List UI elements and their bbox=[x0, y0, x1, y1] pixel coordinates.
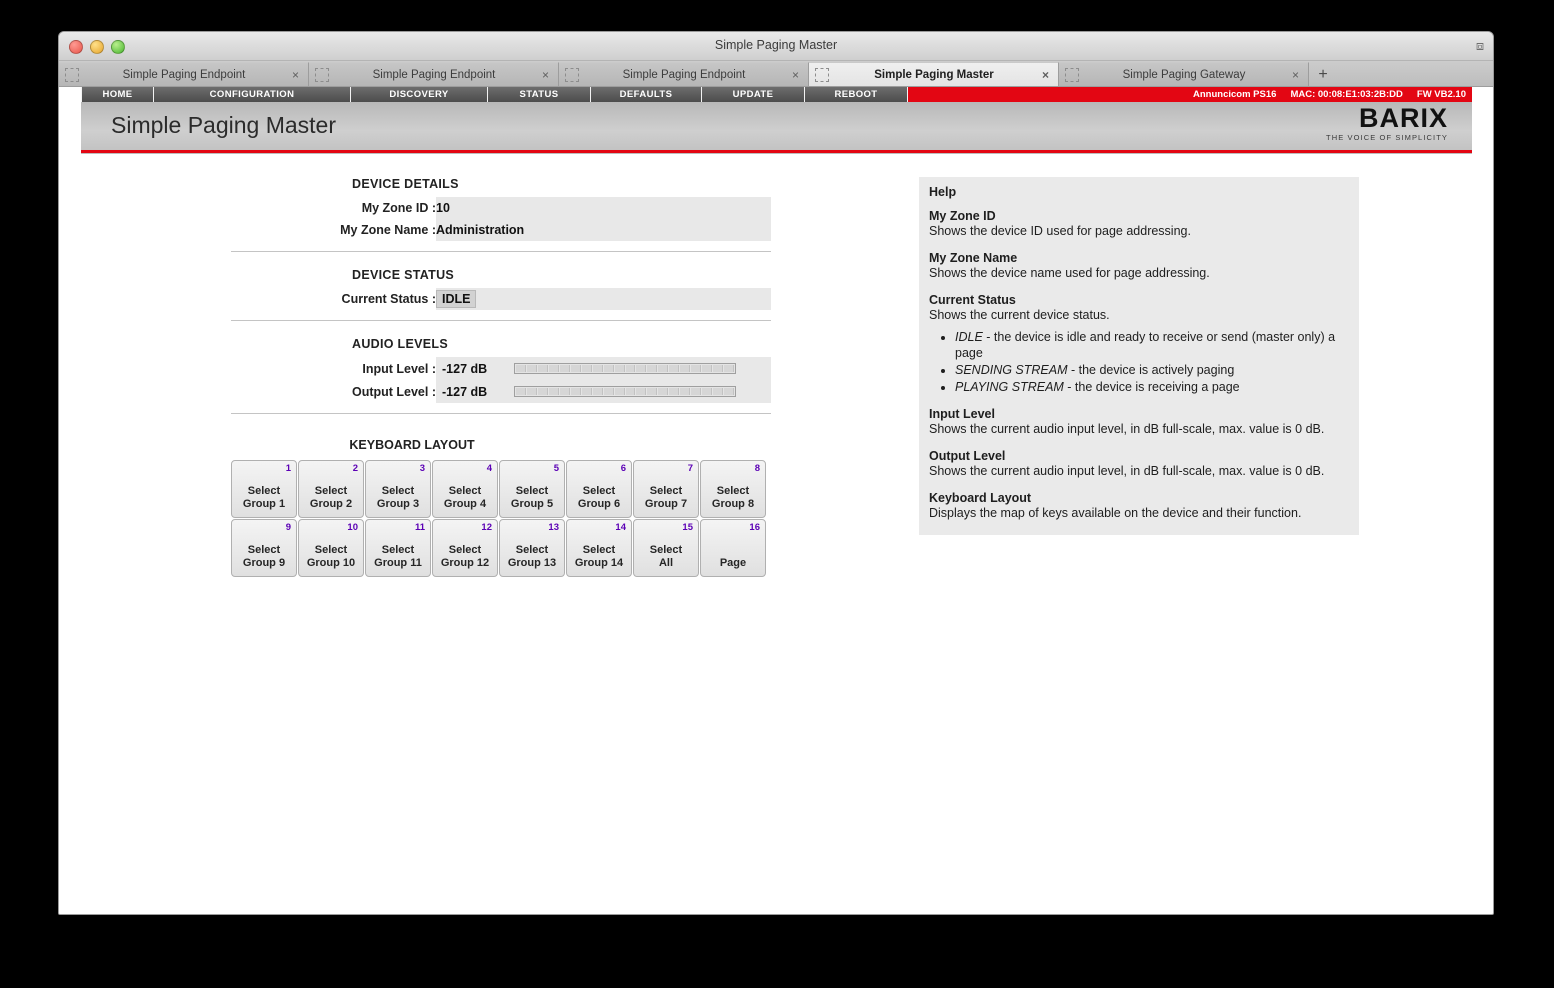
tab-simple-paging-gateway[interactable] bbox=[1059, 62, 1309, 86]
key-label: Select Group 7 bbox=[644, 485, 688, 510]
output-level-meter bbox=[514, 386, 736, 397]
key-number: 2 bbox=[352, 463, 358, 474]
key-label: Select Group 13 bbox=[507, 544, 557, 569]
key-label: Select Group 9 bbox=[242, 544, 286, 569]
list-item bbox=[955, 362, 1349, 378]
page-icon bbox=[1065, 68, 1079, 82]
list-item bbox=[955, 329, 1349, 361]
key-5[interactable] bbox=[499, 460, 565, 518]
tab-label: Simple Paging Master bbox=[874, 68, 994, 81]
device-details-table bbox=[231, 197, 771, 241]
status-desc: - the device is idle and ready to receive or send (master only) a page bbox=[955, 330, 1336, 360]
tab-label: Simple Paging Endpoint bbox=[372, 68, 496, 81]
zone-id-value: 10 bbox=[436, 197, 771, 219]
key-1[interactable] bbox=[231, 460, 297, 518]
close-icon[interactable]: × bbox=[791, 67, 799, 82]
help-desc-my-zone-name: Shows the device name used for page addressing. bbox=[929, 266, 1210, 280]
key-4[interactable] bbox=[432, 460, 498, 518]
window-titlebar[interactable] bbox=[59, 32, 1493, 61]
key-number: 7 bbox=[687, 463, 693, 474]
key-15[interactable] bbox=[633, 519, 699, 577]
key-label: Select Group 8 bbox=[711, 485, 755, 510]
help-term-keyboard-layout: Keyboard Layout bbox=[929, 491, 1032, 505]
device-details-title: DEVICE DETAILS bbox=[352, 177, 459, 191]
close-icon[interactable]: × bbox=[291, 67, 299, 82]
key-label: Select Group 5 bbox=[510, 485, 554, 510]
key-7[interactable] bbox=[633, 460, 699, 518]
page-icon bbox=[565, 68, 579, 82]
divider bbox=[231, 320, 771, 321]
keyboard-layout-title: KEYBOARD LAYOUT bbox=[349, 438, 475, 452]
help-desc-my-zone-id: Shows the device ID used for page addressing. bbox=[929, 224, 1191, 238]
key-label: Select Group 12 bbox=[440, 544, 490, 569]
table-row bbox=[231, 380, 771, 403]
input-level-label: Input Level : bbox=[362, 361, 436, 376]
current-status-label: Current Status : bbox=[341, 292, 436, 306]
nav-item-configuration[interactable]: CONFIGURATION bbox=[154, 87, 351, 102]
output-level-value: -127 dB bbox=[442, 384, 488, 399]
help-desc-keyboard-layout: Displays the map of keys available on the device and their function. bbox=[929, 506, 1302, 520]
device-model: Annuncicom PS16 bbox=[1193, 89, 1277, 100]
key-2[interactable] bbox=[298, 460, 364, 518]
tab-bar bbox=[59, 61, 1493, 87]
key-9[interactable] bbox=[231, 519, 297, 577]
zone-name-value: Administration bbox=[436, 219, 771, 241]
key-label: Select Group 1 bbox=[242, 485, 286, 510]
table-row bbox=[231, 197, 771, 219]
help-term-my-zone-id: My Zone ID bbox=[929, 209, 996, 223]
output-level-row bbox=[436, 380, 771, 403]
key-label: Select Group 6 bbox=[577, 485, 621, 510]
table-row bbox=[231, 357, 771, 380]
divider bbox=[231, 251, 771, 252]
keyboard-layout-section bbox=[231, 438, 771, 577]
help-term-my-zone-name: My Zone Name bbox=[929, 251, 1018, 265]
help-desc-current-status: Shows the current device status. bbox=[929, 308, 1110, 322]
key-number: 14 bbox=[615, 522, 626, 533]
zone-id-label: My Zone ID : bbox=[361, 201, 436, 215]
help-term-current-status: Current Status bbox=[929, 293, 1016, 307]
browser-window bbox=[58, 31, 1494, 915]
output-level-label: Output Level : bbox=[351, 384, 436, 399]
device-status-table bbox=[231, 288, 771, 310]
list-item bbox=[955, 379, 1349, 395]
close-icon[interactable]: × bbox=[1041, 67, 1049, 82]
brand-tagline: THE VOICE OF SIMPLICITY bbox=[1326, 133, 1448, 142]
tab-label: Simple Paging Endpoint bbox=[122, 68, 246, 81]
key-number: 3 bbox=[419, 463, 425, 474]
nav-item-reboot[interactable]: REBOOT bbox=[805, 87, 908, 102]
key-number: 4 bbox=[486, 463, 492, 474]
key-label: Select Group 2 bbox=[309, 485, 353, 510]
status-desc: - the device is receiving a page bbox=[1063, 380, 1240, 394]
tab-label: Simple Paging Endpoint bbox=[622, 68, 746, 81]
nav-item-defaults[interactable]: DEFAULTS bbox=[591, 87, 702, 102]
tab-label: Simple Paging Gateway bbox=[1122, 68, 1246, 81]
key-number: 10 bbox=[347, 522, 358, 533]
help-desc-output-level: Shows the current audio input level, in dB full-scale, max. value is 0 dB. bbox=[929, 464, 1325, 478]
audio-levels-title: AUDIO LEVELS bbox=[352, 337, 448, 351]
page-icon bbox=[315, 68, 329, 82]
zone-name-label: My Zone Name : bbox=[340, 223, 436, 237]
key-label: Select Group 14 bbox=[574, 544, 624, 569]
table-row bbox=[231, 288, 771, 310]
key-label: Select Group 11 bbox=[374, 544, 422, 569]
window-title: Simple Paging Master bbox=[714, 38, 838, 52]
resize-handle-icon[interactable]: ⧈ bbox=[1475, 38, 1485, 53]
help-status-list bbox=[929, 329, 1349, 395]
device-firmware: FW VB2.10 bbox=[1416, 89, 1466, 100]
key-number: 13 bbox=[548, 522, 559, 533]
new-tab-button[interactable]: + bbox=[1318, 66, 1328, 83]
key-label: Select All bbox=[649, 544, 683, 569]
tab-simple-paging-endpoint-1[interactable] bbox=[59, 62, 309, 86]
input-level-row bbox=[436, 357, 771, 380]
key-number: 16 bbox=[749, 522, 760, 533]
close-icon[interactable]: × bbox=[1291, 67, 1299, 82]
key-13[interactable] bbox=[499, 519, 565, 577]
key-10[interactable] bbox=[298, 519, 364, 577]
status-column bbox=[231, 177, 771, 577]
key-label: Select Group 10 bbox=[306, 544, 356, 569]
page-icon bbox=[65, 68, 79, 82]
key-3[interactable] bbox=[365, 460, 431, 518]
device-info-bar bbox=[908, 87, 1472, 102]
status-desc: - the device is actively paging bbox=[1067, 363, 1235, 377]
page-icon bbox=[815, 68, 829, 82]
tab-simple-paging-endpoint-2[interactable] bbox=[309, 62, 559, 86]
tab-simple-paging-endpoint-3[interactable] bbox=[559, 62, 809, 86]
key-6[interactable] bbox=[566, 460, 632, 518]
key-12[interactable] bbox=[432, 519, 498, 577]
key-label: Select Group 4 bbox=[443, 485, 487, 510]
nav-item-status[interactable]: STATUS bbox=[488, 87, 591, 102]
key-number: 6 bbox=[620, 463, 626, 474]
device-mac: MAC: 00:08:E1:03:2B:DD bbox=[1290, 89, 1403, 100]
help-heading: Help bbox=[929, 185, 957, 199]
page-title: Simple Paging Master bbox=[111, 112, 336, 138]
header-divider bbox=[81, 153, 1472, 154]
key-number: 12 bbox=[481, 522, 492, 533]
key-11[interactable] bbox=[365, 519, 431, 577]
divider bbox=[231, 413, 771, 414]
key-number: 8 bbox=[754, 463, 760, 474]
help-panel bbox=[919, 177, 1359, 535]
key-number: 1 bbox=[285, 463, 291, 474]
device-status-title: DEVICE STATUS bbox=[352, 268, 455, 282]
close-icon[interactable]: × bbox=[541, 67, 549, 82]
nav-item-discovery[interactable]: DISCOVERY bbox=[351, 87, 488, 102]
key-8[interactable] bbox=[700, 460, 766, 518]
key-14[interactable] bbox=[566, 519, 632, 577]
key-label: Page bbox=[719, 557, 747, 569]
brand-name: BARIX bbox=[1358, 103, 1448, 133]
nav-item-home[interactable]: HOME bbox=[81, 87, 154, 102]
input-level-meter bbox=[514, 363, 736, 374]
key-number: 15 bbox=[682, 522, 693, 533]
page-content bbox=[59, 87, 1493, 915]
key-16[interactable] bbox=[700, 519, 766, 577]
status-name: IDLE bbox=[955, 330, 983, 344]
input-level-value: -127 dB bbox=[442, 361, 488, 376]
key-label: Select Group 3 bbox=[376, 485, 420, 510]
help-term-input-level: Input Level bbox=[929, 407, 995, 421]
page-header bbox=[81, 102, 1472, 150]
status-name: PLAYING STREAM bbox=[955, 380, 1064, 394]
current-status-cell bbox=[436, 288, 771, 310]
barix-logo bbox=[1326, 105, 1448, 142]
keyboard-grid bbox=[231, 460, 767, 577]
status-name: SENDING STREAM bbox=[955, 363, 1068, 377]
nav-item-update[interactable]: UPDATE bbox=[702, 87, 805, 102]
status-badge: IDLE bbox=[436, 290, 476, 308]
help-term-output-level: Output Level bbox=[929, 449, 1006, 463]
help-desc-input-level: Shows the current audio input level, in dB full-scale, max. value is 0 dB. bbox=[929, 422, 1325, 436]
audio-levels-table bbox=[231, 357, 771, 403]
tab-simple-paging-master[interactable] bbox=[809, 62, 1059, 86]
key-number: 11 bbox=[414, 522, 425, 533]
main-navigation bbox=[81, 87, 1472, 102]
key-number: 5 bbox=[553, 463, 559, 474]
table-row bbox=[231, 219, 771, 241]
key-number: 9 bbox=[285, 522, 291, 533]
